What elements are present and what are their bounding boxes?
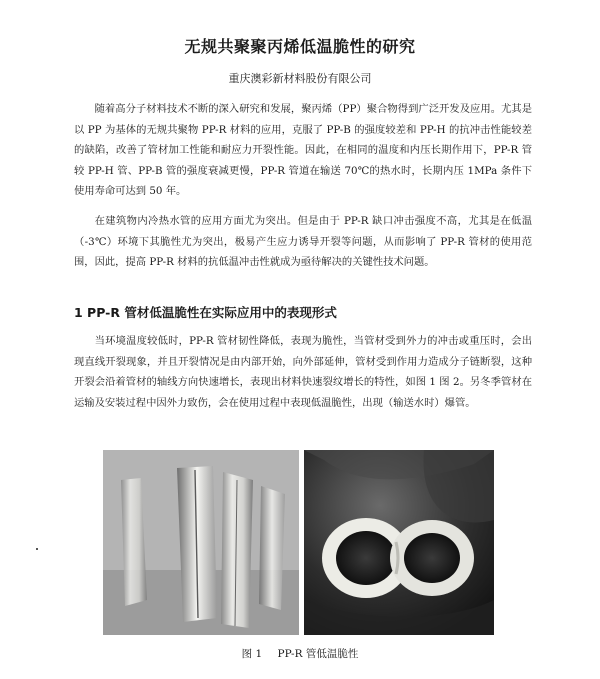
- section-1-paragraph: 当环境温度较低时，PP-R 管材韧性降低，表现为脆性，当管材受到外力的冲击或重压时，会出现直线开裂现象，并且开裂情况是由内部开始，向外部延伸，管材受到作用力造成分子链断裂，这种开裂会沿着管材的轴线方向快速增长，表现出材料快速裂纹增长的特性，如图 1 图 2。另冬季管材在运输及安装过程中因外力致伤，会在使用过程中表现低温脆性，出现（输送水时）爆管。: [74, 335, 532, 409]
- cracked-pipes-illustration: [103, 450, 299, 635]
- figure-photo-cracked-pipes: [103, 450, 299, 635]
- paper-title: 无规共聚聚丙烯低温脆性的研究: [184, 37, 416, 56]
- intro-paragraph-2: 在建筑物内冷热水管的应用方面尤为突出。但是由于 PP-R 缺口冲击强度不高，尤其是在低温（-3℃）环境下其脆性尤为突出，极易产生应力诱导开裂等问题，从而影响了 PP-R 管材的使用范围，因此，提高 PP-R 材料的抗低温冲击性就成为亟待解决的关键性技术问题。: [74, 215, 532, 268]
- pipe-cross-section-illustration: [304, 450, 494, 635]
- figure-label: 图 1: [241, 648, 263, 660]
- author-affiliation: 重庆澳彩新材料股份有限公司: [228, 72, 372, 85]
- intro-paragraph-1: 随着高分子材料技术不断的深入研究和发展，聚丙烯（PP）聚合物得到广泛开发及应用。尤其是以 PP 为基体的无规共聚物 PP-R 材料的应用，克服了 PP-B 的强度较差和 PP-H 的抗冲击性能较差的缺陷，改善了管材加工性能和耐应力开裂性能。因此，在相同的温度和内压长期作用下，PP-R 管较 PP-H 管、PP-B 管的强度衰减更慢，PP-R 管道在输送 70℃的热水时，长期内压 1MPa 条件下使用寿命可达到 50 年。: [74, 103, 532, 197]
- section-1-heading: 1 PP-R 管材低温脆性在实际应用中的表现形式: [74, 305, 337, 320]
- figure-caption: [0, 646, 600, 661]
- figure-caption-text: PP-R 管低温脆性: [277, 648, 359, 660]
- scan-speck: [36, 548, 38, 550]
- figure-photo-pipe-cross-section: [304, 450, 494, 635]
